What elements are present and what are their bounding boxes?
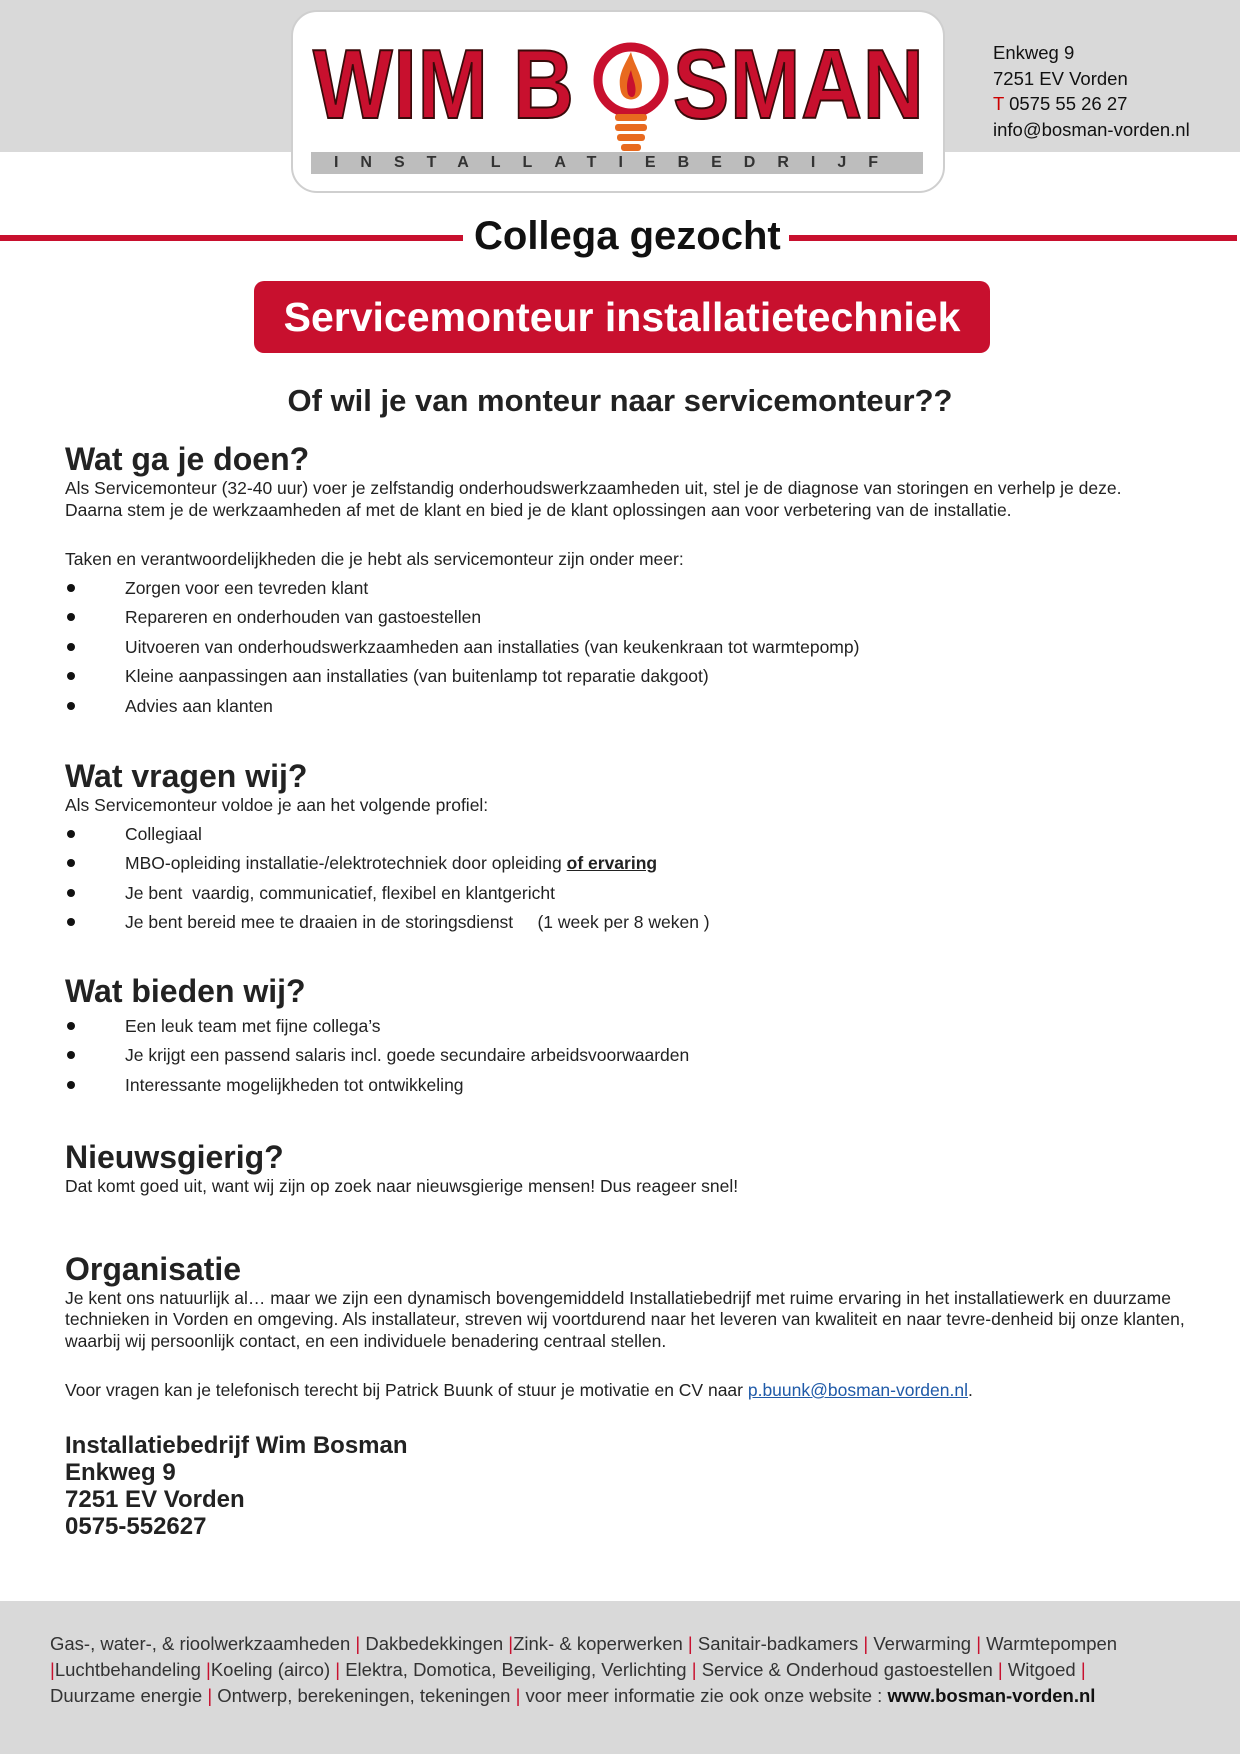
list-item: Advies aan klanten	[65, 696, 1185, 718]
logo-word-left: WIM B	[313, 29, 575, 139]
signature-phone: 0575-552627	[65, 1512, 207, 1540]
company-logo	[291, 10, 945, 193]
footer-website-link[interactable]: www.bosman-vorden.nl	[887, 1685, 1096, 1706]
bullet-icon	[67, 672, 75, 680]
section-title-organisatie: Organisatie	[65, 1250, 242, 1287]
section-title-nieuwsgierig: Nieuwsgierig?	[65, 1139, 284, 1175]
footer-line-1: Gas-, water-, & rioolwerkzaamheden | Dakbedekkingen |Zink- & koperwerken | Sanitair-badkamers | Verwarming | Warmtepompen	[50, 1633, 1118, 1654]
bullet-icon	[67, 613, 75, 621]
job-title-banner: Servicemonteur installatietechniek	[254, 281, 990, 353]
contact-line: Voor vragen kan je telefonisch terecht bij Patrick Buunk of stuur je motivatie en CV naar p.buunk@bosman-vorden.nl.	[65, 1380, 973, 1400]
offer-list	[65, 1016, 1185, 1097]
bullet-icon	[67, 1051, 75, 1059]
logo-word-right: SMAN	[673, 29, 925, 139]
section-title-bieden: Wat bieden wij?	[65, 972, 306, 1009]
list-item: Kleine aanpassingen aan installaties (van buitenlamp tot reparatie dakgoot)	[65, 666, 1185, 688]
bullet-icon	[67, 859, 75, 867]
nieuwsgierig-text: Dat komt goed uit, want wij zijn op zoek naar nieuwsgierige mensen! Dus reageer snel!	[65, 1176, 739, 1196]
organisatie-text: Je kent ons natuurlijk al… maar we zijn een dynamisch bovengemiddeld Installatiebedrijf met ruime ervaring in het installatiewerk en duurzame technieken in Vorden en omgeving. Als installateur, streven wij voortdurend naar het leveren van kwaliteit en naar tevre-denheid bij onze klanten, waarbij wij persoonlijk contact, en een individuele benadering centraal stellen.	[65, 1287, 1185, 1351]
bullet-icon	[67, 830, 75, 838]
logo-subtitle: INSTALLATIEBEDRIJF	[311, 152, 923, 174]
page-title: Collega gezocht	[474, 214, 781, 258]
tasks-list	[65, 578, 1185, 718]
signature-company: Installatiebedrijf Wim Bosman	[65, 1431, 408, 1459]
section-title-doen: Wat ga je doen?	[65, 441, 310, 477]
profile-list	[65, 824, 1185, 934]
company-address	[993, 40, 1190, 142]
signature-block	[65, 1432, 1185, 1540]
emphasis-of-ervaring: of ervaring	[566, 853, 658, 873]
doen-paragraph-3: Taken en verantwoordelijkheden die je hebt als servicemonteur zijn onder meer:	[65, 549, 684, 569]
section-title-vragen: Wat vragen wij?	[65, 758, 308, 794]
list-item: Je bent vaardig, communicatief, flexibel en klantgericht	[65, 883, 1185, 905]
bullet-icon	[67, 889, 75, 897]
list-item: Je bent bereid mee te draaien in de storingsdienst (1 week per 8 weken )	[65, 912, 1185, 934]
bullet-icon	[67, 702, 75, 710]
vragen-intro: Als Servicemonteur voldoe je aan het volgende profiel:	[65, 795, 489, 815]
list-item: Een leuk team met fijne collega’s	[65, 1016, 1185, 1038]
doen-paragraph-2: Daarna stem je de werkzaamheden af met de klant en bied je de klant oplossingen aan voor verbetering van de installatie.	[65, 499, 1012, 520]
address-city: 7251 EV Vorden	[993, 67, 1128, 89]
address-email[interactable]: info@bosman-vorden.nl	[993, 118, 1190, 140]
divider-line-right	[789, 235, 1237, 241]
list-item: Interessante mogelijkheden tot ontwikkeling	[65, 1075, 1185, 1097]
subheading: Of wil je van monteur naar servicemonteur??	[287, 383, 953, 418]
bullet-icon	[67, 584, 75, 592]
list-item: Uitvoeren van onderhoudswerkzaamheden aan installaties (van keukenkraan tot warmtepomp)	[65, 637, 1185, 659]
bullet-icon	[67, 918, 75, 926]
doen-paragraph-1: Als Servicemonteur (32-40 uur) voer je zelfstandig onderhoudswerkzaamheden uit, stel je de diagnose van storingen en verhelp je deze.	[65, 478, 1122, 498]
footer-band	[0, 1601, 1240, 1754]
footer-line-2: |Luchtbehandeling |Koeling (airco) | Elektra, Domotica, Beveiliging, Verlichting | Service & Onderhoud gastoestellen | Witgoed |	[50, 1659, 1086, 1680]
list-item: Je krijgt een passend salaris incl. goede secundaire arbeidsvoorwaarden	[65, 1045, 1185, 1067]
bullet-icon	[67, 1081, 75, 1089]
address-phone: 0575 55 26 27	[1003, 93, 1128, 114]
bulb-flame-icon	[593, 40, 669, 162]
signature-street: Enkweg 9	[65, 1458, 176, 1486]
footer-line-3: Duurzame energie | Ontwerp, berekeningen, tekeningen | voor meer informatie zie ook onze website : www.bosman-vorden.nl	[50, 1685, 1096, 1706]
divider-line-left	[0, 235, 463, 241]
footer-services	[50, 1631, 1200, 1709]
list-item: MBO-opleiding installatie-/elektrotechniek door opleiding of ervaring	[65, 853, 1185, 875]
signature-city: 7251 EV Vorden	[65, 1485, 245, 1513]
address-phone-row	[993, 91, 1190, 117]
bullet-icon	[67, 643, 75, 651]
vacancy-body	[65, 440, 1185, 1540]
contact-email-link[interactable]: p.buunk@bosman-vorden.nl	[747, 1380, 968, 1400]
phone-prefix: T	[993, 93, 1004, 114]
address-street: Enkweg 9	[993, 42, 1075, 63]
list-item: Repareren en onderhouden van gastoestellen	[65, 607, 1185, 629]
list-item: Collegiaal	[65, 824, 1185, 846]
list-item: Zorgen voor een tevreden klant	[65, 578, 1185, 600]
bullet-icon	[67, 1022, 75, 1030]
